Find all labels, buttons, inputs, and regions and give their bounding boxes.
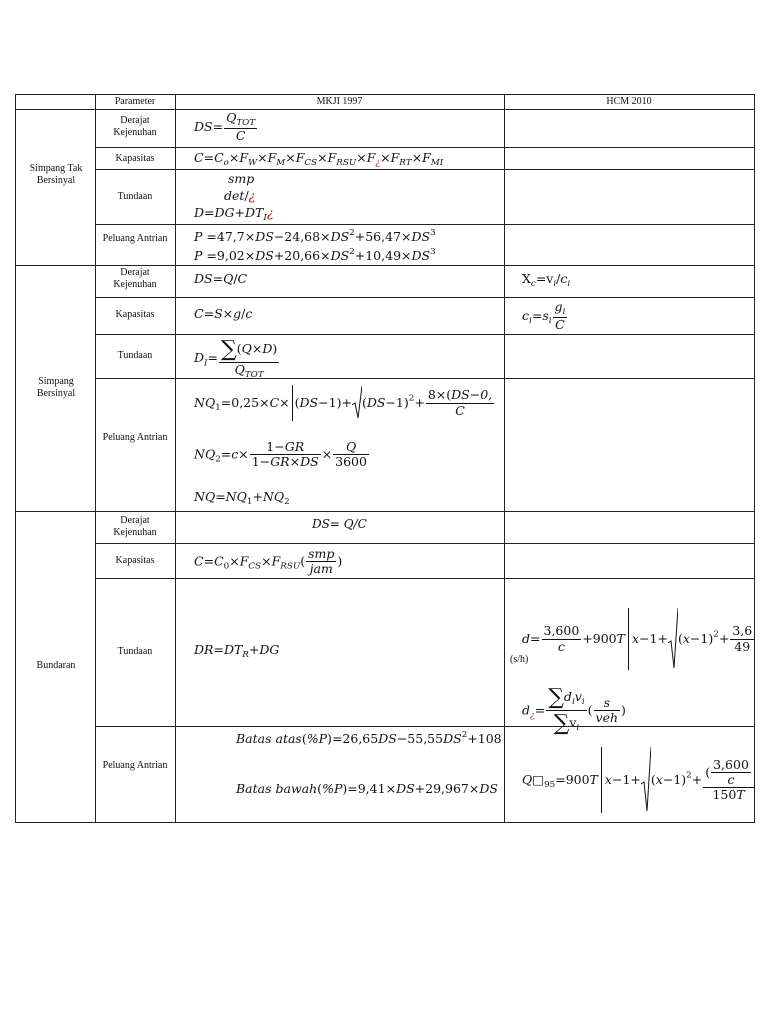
- sqrt-symbol: [352, 385, 362, 419]
- param-tundaan: Tundaan: [117, 191, 153, 202]
- param-tundaan: Tundaan: [117, 350, 153, 361]
- sqrt-symbol: [641, 746, 651, 812]
- formula-bd-ds: DS= Q/C: [312, 517, 367, 531]
- formula-tb-tundaan-unit-smp: smp: [228, 171, 255, 186]
- row-divider: [16, 511, 754, 512]
- param-kapasitas: Kapasitas: [115, 555, 155, 566]
- formula-sb-hcm-xc: $X_c=v_i/c_i$: [522, 271, 571, 290]
- row-divider: [95, 169, 754, 170]
- row-divider: [95, 726, 754, 727]
- param-peluang-antrian: Peluang Antrian: [102, 432, 168, 443]
- formula-sb-hcm-ci: $c_i=s_i$ $\frac{g_i}{C}$: [522, 299, 566, 333]
- group-label-simpang-bersinyal: Simpang Bersinyal: [36, 376, 76, 399]
- row-divider: [95, 334, 754, 335]
- formula-bd-hcm-q95: $Q□_{95}=900T$ $x-1+ (x-1)^2+$ ( $\frac{3,600}{c}$ 150T: [522, 746, 755, 815]
- group-label-bundaran: Bundaran: [36, 660, 76, 671]
- sqrt-symbol: [668, 607, 678, 669]
- param-kapasitas: Kapasitas: [115, 309, 155, 320]
- formula-tb-peluang-1: $P =47,7\times DS-24,68\times DS^2+56,47\times DS^3$: [194, 228, 436, 245]
- formula-tb-tundaan: $D=DG+DT_I¿$: [194, 205, 274, 224]
- header-hcm: HCM 2010: [606, 96, 652, 107]
- formula-tb-peluang-2: $P =9,02\times DS+20,66\times DS^2+10,49\times DS^3$: [194, 247, 436, 264]
- row-divider: [95, 297, 754, 298]
- param-peluang-antrian: Peluang Antrian: [102, 233, 168, 244]
- header-parameter: Parameter: [114, 96, 156, 107]
- formula-bd-hcm-di: $d_¿=$ $\frac{\sum d_iv_i}{\sum v_i}$ ( $\frac{s}{\text{veh}}$ ): [522, 685, 626, 737]
- formula-sb-ds: DS=Q/C: [194, 271, 248, 286]
- formula-sb-capacity: C=S×g/c: [194, 306, 253, 321]
- param-derajat-kejenuhan: Derajat Kejenuhan: [113, 267, 157, 290]
- row-divider: [16, 265, 754, 266]
- formula-bd-hcm-d: d= $\frac{3,600}{c}$ +900T $x-1+ (x-1)^2+$ $\frac{3,6}{49}$: [522, 607, 755, 672]
- formula-sb-nq: $NQ=NQ_1+NQ_2$: [194, 489, 290, 508]
- row-divider: [95, 578, 754, 579]
- col-divider: [175, 95, 176, 822]
- formula-tb-ds: DS= $\frac{Q_{TOT}}{C}$: [194, 110, 256, 144]
- param-tundaan: Tundaan: [117, 646, 153, 657]
- formula-bd-peluang-bawah: Batas bawah(%P)=9,41×DS+29,967×DS: [236, 781, 498, 796]
- row-divider: [95, 224, 754, 225]
- formula-tb-capacity: $C=C_o\times F_W\times F_M\times F_{CS}\times F_{RSU}\times F_¿\times F_{RT}\times F_{MI}$: [194, 150, 444, 169]
- formula-bd-peluang-atas: Batas $atas(\%P)=26,65DS-55,55DS^2+108$: [236, 730, 502, 747]
- formula-sb-nq1: $NQ_1=0,25\times C\times (DS-1)+ (DS-1)^2+$ $\frac{8\times(DS-0,}{C}$: [194, 385, 495, 422]
- header-mkji: MKJI 1997: [316, 96, 363, 107]
- param-peluang-antrian: Peluang Antrian: [102, 760, 168, 771]
- formula-bd-tundaan: $DR=DT_R+DG$: [194, 642, 280, 661]
- row-divider: [95, 543, 754, 544]
- formula-sb-nq2: $NQ_2=c\times$ $\frac{1-GR}{1-GR\times DS}$ × $\frac{Q}{3600}$: [194, 439, 367, 470]
- row-divider: [16, 109, 754, 110]
- comparison-table: [15, 94, 755, 823]
- param-derajat-kejenuhan: Derajat Kejenuhan: [113, 115, 157, 138]
- formula-sb-tundaan: $D_I=$ $\frac{\sum(Q\times D)}{Q_{TOT}}$: [194, 337, 278, 381]
- formula-bd-hcm-unit: (s/h): [510, 654, 529, 665]
- param-derajat-kejenuhan: Derajat Kejenuhan: [113, 515, 157, 538]
- param-kapasitas: Kapasitas: [115, 153, 155, 164]
- col-divider: [504, 95, 505, 822]
- col-divider: [95, 95, 96, 822]
- row-divider: [95, 147, 754, 148]
- formula-bd-capacity: $C=C_0\times F_{CS}\times F_{RSU}$( $\frac{\text{smp}}{\text{jam}}$ ): [194, 546, 343, 577]
- formula-tb-tundaan-unit-det: det/¿: [224, 188, 256, 203]
- group-label-simpang-tak-bersinyal: Simpang Tak Bersinyal: [29, 163, 83, 186]
